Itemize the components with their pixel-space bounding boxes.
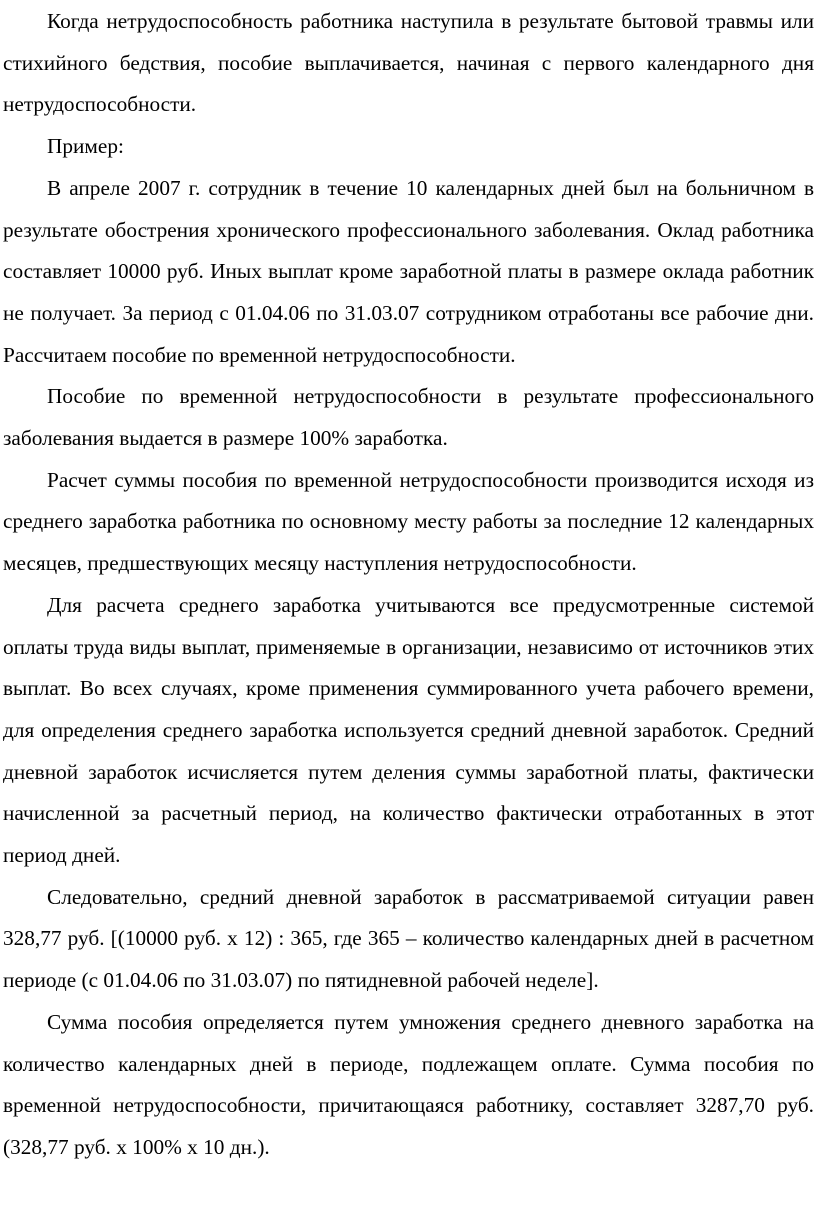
paragraph-example-case: В апреле 2007 г. сотрудник в течение 10 календарных дней был на больничном в результате обострения хронического профессионального заболевания. Оклад работника составляет 10000 руб. Иных выплат кроме заработной платы в размере оклада работник не получает. За период с 01.04.06 по 31.03.07 сотрудником отработаны все рабочие дни. Рассчитаем пособие по временной нетрудоспособности.	[3, 175, 814, 367]
paragraph-benefit-total: Сумма пособия определяется путем умножения среднего дневного заработка на количество календарных дней в периоде, подлежащем оплате. Сумма пособия по временной нетрудоспособности, причитающаяся работнику, составляет 3287,70 руб. (328,77 руб. x 100% x 10 дн.).	[3, 1009, 814, 1159]
paragraph-daily-earnings-result: Следовательно, средний дневной заработок в рассматриваемой ситуации равен 328,77 руб. [(10000 руб. x 12) : 365, где 365 – количество календарных дней в расчетном периоде (с 01.04.06 по 31.03.07) по пятидневной рабочей неделе].	[3, 884, 814, 993]
paragraph-example-label: Пример:	[47, 134, 124, 159]
paragraph-calculation-basis: Расчет суммы пособия по временной нетрудоспособности производится исходя из среднего заработка работника по основному месту работы за последние 12 календарных месяцев, предшествующих месяцу наступления нетрудоспособности.	[3, 467, 814, 576]
paragraph-average-earnings: Для расчета среднего заработка учитываются все предусмотренные системой оплаты труда виды выплат, применяемые в организации, независимо от источников этих выплат. Во всех случаях, кроме применения суммированного учета рабочего времени, для определения среднего заработка используется средний дневной заработок. Средний дневной заработок исчисляется путем деления суммы заработной платы, фактически начисленной за расчетный период, на количество фактически отработанных в этот период дней.	[3, 592, 814, 868]
paragraph-benefit-rate: Пособие по временной нетрудоспособности в результате профессионального заболевания выдается в размере 100% заработка.	[3, 384, 814, 451]
paragraph-injury-rule: Когда нетрудоспособность работника наступила в результате бытовой травмы или стихийного бедствия, пособие выплачивается, начиная с первого календарного дня нетрудоспособности.	[3, 9, 814, 117]
